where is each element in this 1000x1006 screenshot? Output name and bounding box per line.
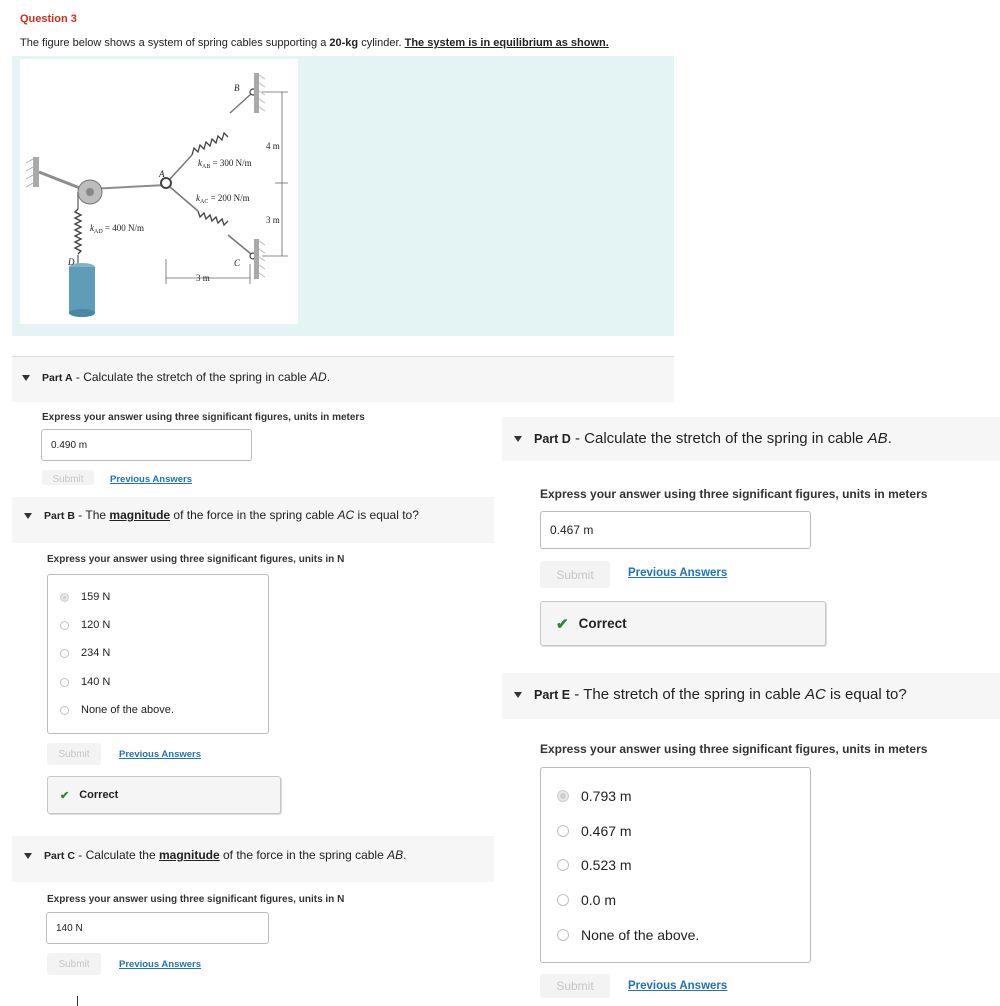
part-a-header[interactable]: Part A - Calculate the stretch of the spring in cable AD. — [12, 357, 674, 402]
part-e-option[interactable]: 0.467 m — [557, 823, 632, 839]
part-d-submit-button[interactable]: Submit — [540, 561, 610, 588]
part-e-header[interactable]: Part E - The stretch of the spring in cable AC is equal to? — [502, 673, 1000, 719]
part-e-option[interactable]: 0.0 m — [557, 892, 616, 908]
checkmark-icon: ✔ — [556, 615, 569, 633]
part-e-previous-answers-link[interactable]: Previous Answers — [628, 980, 728, 992]
part-c-previous-answers-link[interactable]: Previous Answers — [119, 959, 202, 970]
part-b-instructions: Express your answer using three significant figures, units in N — [47, 554, 345, 565]
chevron-down-icon[interactable] — [22, 375, 30, 381]
pulley — [78, 180, 102, 204]
part-e-instructions: Express your answer using three significant figures, units in meters — [540, 742, 928, 756]
part-e-options-box — [540, 767, 811, 963]
part-e-option[interactable]: 0.793 m — [557, 788, 632, 804]
part-a-submit-button[interactable]: Submit — [42, 470, 94, 485]
part-a-instructions: Express your answer using three significant figures, units in meters — [42, 412, 365, 423]
chevron-down-icon[interactable] — [24, 513, 32, 519]
part-a-answer-input[interactable]: 0.490 m — [41, 429, 252, 461]
part-b-option[interactable]: 120 N — [60, 619, 110, 631]
rod-ad — [39, 172, 166, 192]
radio-selected-icon[interactable] — [557, 790, 569, 802]
part-b-correct-banner: ✔ Correct — [47, 776, 281, 814]
label-kac: $k_{AC} = 200$ N/m — [196, 193, 250, 205]
chevron-down-icon[interactable] — [514, 436, 522, 442]
label-b: B — [234, 83, 240, 93]
part-d-correct-banner: ✔ Correct — [540, 601, 826, 646]
part-d-instructions: Express your answer using three significant figures, units in meters — [540, 487, 928, 501]
radio-icon[interactable] — [60, 649, 69, 658]
spring-ad — [75, 192, 81, 265]
part-c-answer-input[interactable]: 140 N — [46, 912, 269, 944]
part-b-option[interactable]: None of the above. — [60, 704, 174, 716]
checkmark-icon: ✔ — [60, 789, 70, 802]
part-e-option[interactable]: None of the above. — [557, 927, 699, 943]
part-c-submit-button[interactable]: Submit — [47, 953, 101, 975]
question-intro: The figure below shows a system of spring cables supporting a 20-kg cylinder. The system is in equilibrium as shown. — [20, 37, 609, 49]
label-c: C — [234, 258, 241, 268]
point-a-ring — [161, 178, 171, 188]
radio-icon[interactable] — [60, 706, 69, 715]
radio-icon[interactable] — [557, 929, 569, 941]
label-dim-3m-vertical: 3 m — [266, 215, 280, 225]
part-e-submit-button[interactable]: Submit — [540, 974, 610, 998]
label-kab: $k_{AB} = 300$ N/m — [198, 158, 252, 170]
question-title: Question 3 — [20, 13, 77, 25]
part-b-header[interactable]: Part B - The magnitude of the force in the spring cable AC is equal to? — [12, 497, 494, 543]
right-wall-bottom — [254, 239, 265, 279]
label-d: D — [68, 257, 75, 267]
dimension-lines — [166, 92, 288, 284]
right-wall-top — [254, 73, 265, 113]
radio-icon[interactable] — [60, 678, 69, 687]
part-e-option[interactable]: 0.523 m — [557, 857, 632, 873]
label-dim-3m-horizontal: 3 m — [196, 273, 210, 283]
label-dim-4m: 4 m — [266, 141, 280, 151]
part-b-previous-answers-link[interactable]: Previous Answers — [119, 749, 202, 760]
part-d-answer-input[interactable]: 0.467 m — [540, 511, 811, 549]
spring-system-diagram — [20, 59, 298, 324]
radio-icon[interactable] — [60, 621, 69, 630]
part-c-instructions: Express your answer using three significant figures, units in N — [47, 894, 345, 905]
part-b-option[interactable]: 159 N — [60, 591, 110, 603]
label-a: A — [159, 169, 165, 179]
chevron-down-icon[interactable] — [514, 692, 522, 698]
label-kad: $k_{AD} = 400$ N/m — [90, 223, 144, 235]
equilibrium-note: The system is in equilibrium as shown. — [404, 37, 609, 49]
text-cursor — [77, 996, 78, 1006]
radio-icon[interactable] — [557, 894, 569, 906]
part-b-option[interactable]: 234 N — [60, 647, 110, 659]
part-d-header[interactable]: Part D - Calculate the stretch of the spring in cable AB. — [502, 417, 1000, 461]
radio-icon[interactable] — [557, 859, 569, 871]
part-a-previous-answers-link[interactable]: Previous Answers — [110, 474, 193, 485]
radio-icon[interactable] — [557, 825, 569, 837]
chevron-down-icon[interactable] — [24, 853, 32, 859]
part-b-submit-button[interactable]: Submit — [47, 743, 101, 765]
left-wall — [26, 157, 39, 187]
part-b-options-box — [47, 574, 269, 734]
cylinder — [69, 263, 95, 317]
figure-image — [20, 59, 298, 324]
part-c-header[interactable]: Part C - Calculate the magnitude of the force in the spring cable AB. — [12, 836, 494, 882]
part-b-option[interactable]: 140 N — [60, 676, 110, 688]
part-d-previous-answers-link[interactable]: Previous Answers — [628, 567, 728, 579]
radio-selected-icon[interactable] — [60, 593, 69, 602]
